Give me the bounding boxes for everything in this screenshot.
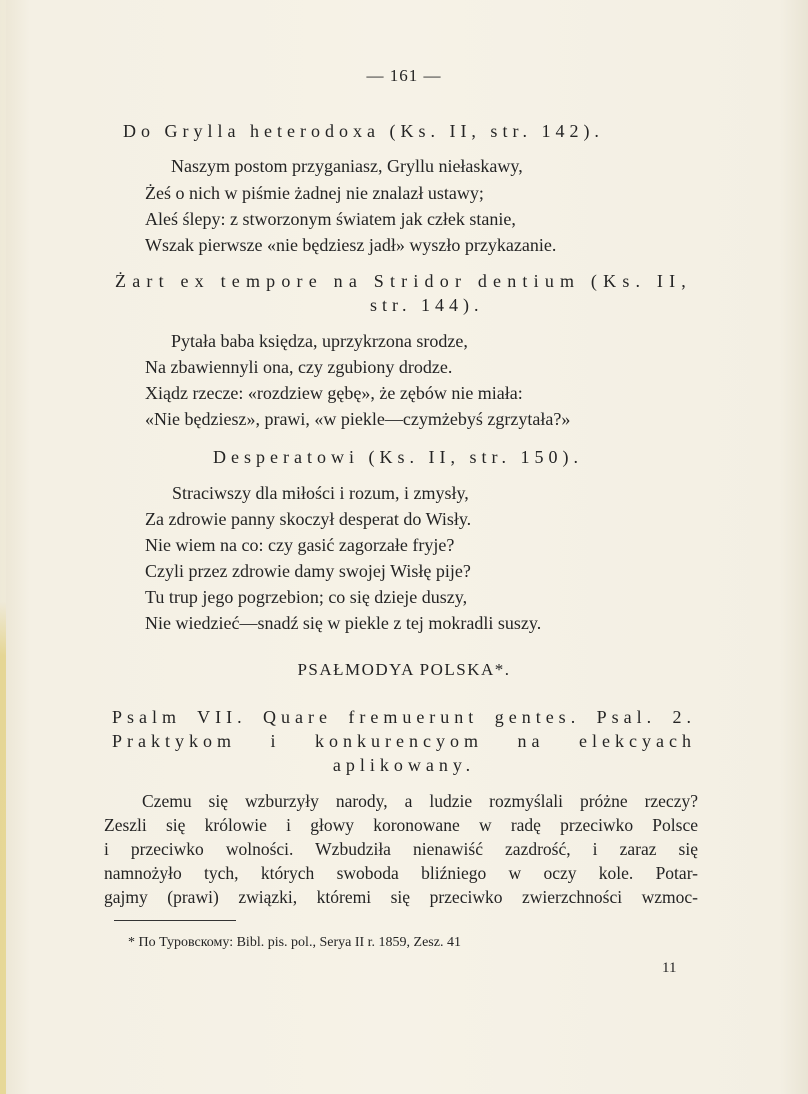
poem-line: Czyli przez zdrowie damy swojej Wisłę pije? <box>145 561 471 581</box>
signature-mark: 11 <box>662 960 677 976</box>
poem-line: Żeś o nich w piśmie żadnej nie znalazł ustawy; <box>145 183 484 203</box>
prose-line: i przeciwko wolności. Wzbudziła nienawiść zazdrość, i zaraz się <box>104 839 698 859</box>
poem-line: «Nie będziesz», prawi, «w piekle—czymżebyś zgrzytała?» <box>145 409 571 429</box>
prose-line: gajmy (prawi) związki, któremi się przeciwko zwierzchności wzmoc- <box>104 887 698 907</box>
poem-line: Naszym postom przyganiasz, Gryllu niełaskawy, <box>171 156 523 176</box>
page-number: — 161 — <box>366 66 442 85</box>
poem-line: Aleś ślepy: z stworzonym światem jak człek stanie, <box>145 209 516 229</box>
poem-line: Xiądz rzecze: «rozdziew gębę», że zębów nie miała: <box>145 383 523 403</box>
poem-line: Tu trup jego pogrzebion; co się dzieje duszy, <box>145 587 468 607</box>
poem-line: Na zbawiennyli ona, czy zgubiony drodze. <box>145 357 453 377</box>
poem-title-zart-cont: str. 144). <box>370 295 484 315</box>
footnote-rule <box>114 920 236 921</box>
poem-line: Pytała baba księdza, uprzykrzona srodze, <box>171 331 468 351</box>
poem-title-zart: Żart ex tempore na Stridor dentium (Ks. II, <box>115 271 693 291</box>
psalm-heading-line: Psalm VII. Quare fremuerunt gentes. Psal. 2. <box>112 707 696 727</box>
prose-line: Zeszli się królowie i głowy koronowane w radę przeciwko Polsce <box>104 815 698 835</box>
section-heading: PSAŁMODYA POLSKA*. <box>297 660 511 679</box>
footnote: * По Туровскому: Bibl. pis. pol., Serya II r. 1859, Zesz. 41 <box>128 935 461 950</box>
poem-line: Nie wiem na co: czy gasić zagorzałe fryje? <box>145 535 455 555</box>
prose-line: namnożyło tych, których swoboda bliźniego w oczy kole. Potar- <box>104 863 698 883</box>
psalm-heading-line: aplikowany. <box>332 755 476 775</box>
psalm-heading-line: Praktykom i konkurencyom na elekcyach <box>112 731 696 751</box>
poem-title-desperatowi: Desperatowi (Ks. II, str. 150). <box>213 447 583 467</box>
poem-line: Straciwszy dla miłości i rozum, i zmysły, <box>172 483 469 503</box>
poem-line: Wszak pierwsze «nie będziesz jadł» wyszło przykazanie. <box>145 235 557 255</box>
page-edge <box>0 0 6 1094</box>
poem-line: Nie wiedzieć—snadź się w piekle z tej mokradli suszy. <box>145 613 542 633</box>
prose-line: Czemu się wzburzyły narody, a ludzie rozmyślali próżne rzeczy? <box>142 791 698 811</box>
poem-title-grylla: Do Grylla heterodoxa (Ks. II, str. 142). <box>123 121 604 141</box>
poem-line: Za zdrowie panny skoczył desperat do Wisły. <box>145 509 472 529</box>
